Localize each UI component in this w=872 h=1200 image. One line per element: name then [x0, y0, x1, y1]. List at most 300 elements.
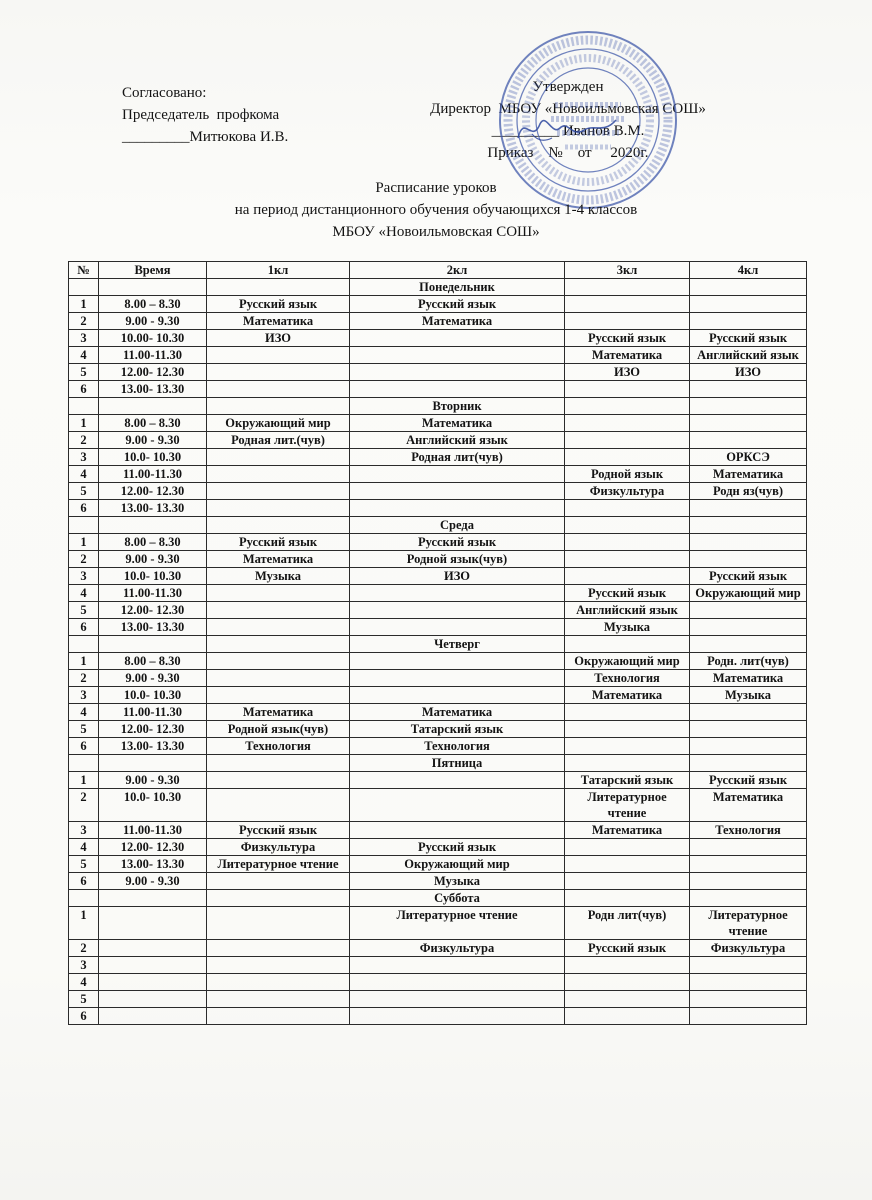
schedule-cell [350, 670, 565, 687]
schedule-cell [565, 432, 690, 449]
schedule-cell: 8.00 – 8.30 [99, 534, 207, 551]
schedule-cell: 6 [69, 381, 99, 398]
schedule-cell [99, 991, 207, 1008]
schedule-cell [565, 517, 690, 534]
day-row [69, 517, 807, 534]
lesson-row [69, 500, 807, 517]
schedule-cell [690, 279, 807, 296]
schedule-cell [207, 772, 350, 789]
column-header-grade4: 4кл [690, 262, 807, 279]
schedule-cell [690, 398, 807, 415]
lesson-row [69, 466, 807, 483]
day-row [69, 890, 807, 907]
schedule-cell: 11.00-11.30 [99, 822, 207, 839]
schedule-cell [99, 755, 207, 772]
schedule-cell [207, 687, 350, 704]
schedule-cell [690, 636, 807, 653]
schedule-cell [69, 279, 99, 296]
schedule-cell: Музыка [350, 873, 565, 890]
column-header-grade2: 2кл [350, 262, 565, 279]
title-line-1: Расписание уроков [375, 180, 497, 196]
schedule-cell [350, 585, 565, 602]
schedule-cell [565, 839, 690, 856]
schedule-cell [565, 738, 690, 755]
schedule-cell: 9.00 - 9.30 [99, 670, 207, 687]
day-row [69, 755, 807, 772]
schedule-cell: ИЗО [565, 364, 690, 381]
schedule-cell: Математика [350, 415, 565, 432]
schedule-cell [207, 890, 350, 907]
schedule-cell: Математика [350, 704, 565, 721]
schedule-cell [350, 602, 565, 619]
schedule-cell [350, 822, 565, 839]
schedule-cell: Русский язык [565, 330, 690, 347]
schedule-cell [350, 466, 565, 483]
schedule-cell [99, 636, 207, 653]
schedule-cell [350, 687, 565, 704]
approval-right-line: _________ Иванов В.М. [491, 123, 645, 139]
schedule-cell [690, 957, 807, 974]
lesson-row [69, 772, 807, 789]
approval-right-line: Приказ № от 2020г. [487, 145, 649, 161]
schedule-cell: Окружающий мир [350, 856, 565, 873]
schedule-cell [565, 974, 690, 991]
schedule-cell [690, 974, 807, 991]
schedule-cell [690, 432, 807, 449]
lesson-row [69, 670, 807, 687]
schedule-cell: 12.00- 12.30 [99, 602, 207, 619]
schedule-cell: Русский язык [690, 330, 807, 347]
schedule-cell [99, 890, 207, 907]
schedule-cell: 10.0- 10.30 [99, 568, 207, 585]
schedule-cell: Русский язык [207, 822, 350, 839]
day-label: Среда [350, 517, 565, 534]
lesson-row [69, 432, 807, 449]
schedule-cell [690, 873, 807, 890]
lesson-row [69, 822, 807, 839]
schedule-cell: 13.00- 13.30 [99, 500, 207, 517]
schedule-cell: Литературное чтение [350, 907, 565, 940]
schedule-cell [207, 517, 350, 534]
schedule-cell [690, 534, 807, 551]
schedule-cell: 6 [69, 873, 99, 890]
schedule-cell: 10.0- 10.30 [99, 449, 207, 466]
schedule-cell: Татарский язык [565, 772, 690, 789]
schedule-cell: 2 [69, 789, 99, 822]
lesson-row [69, 940, 807, 957]
lesson-row [69, 602, 807, 619]
schedule-cell: 5 [69, 364, 99, 381]
column-header-number: № [69, 262, 99, 279]
schedule-cell: Родной язык(чув) [350, 551, 565, 568]
schedule-cell: 3 [69, 822, 99, 839]
schedule-cell: 13.00- 13.30 [99, 619, 207, 636]
approval-left-line: Согласовано: [122, 85, 207, 101]
schedule-cell: Музыка [690, 687, 807, 704]
schedule-cell [207, 873, 350, 890]
schedule-cell [350, 381, 565, 398]
day-row [69, 398, 807, 415]
day-label: Понедельник [350, 279, 565, 296]
schedule-cell [690, 517, 807, 534]
schedule-cell [207, 974, 350, 991]
schedule-cell: Литературное чтение [565, 789, 690, 822]
lesson-row [69, 721, 807, 738]
schedule-cell [207, 466, 350, 483]
schedule-cell: 2 [69, 670, 99, 687]
lesson-row [69, 907, 807, 940]
schedule-cell: Физкультура [350, 940, 565, 957]
schedule-cell [565, 534, 690, 551]
schedule-cell: 1 [69, 772, 99, 789]
schedule-cell [207, 1008, 350, 1025]
schedule-cell: 4 [69, 974, 99, 991]
schedule-cell: Физкультура [565, 483, 690, 500]
schedule-cell: Английский язык [690, 347, 807, 364]
schedule-cell [207, 483, 350, 500]
schedule-cell: 1 [69, 653, 99, 670]
schedule-cell [207, 636, 350, 653]
schedule-cell [350, 974, 565, 991]
schedule-cell: 1 [69, 415, 99, 432]
schedule-cell [565, 381, 690, 398]
schedule-cell [690, 1008, 807, 1025]
schedule-cell [565, 873, 690, 890]
schedule-cell: 5 [69, 602, 99, 619]
schedule-cell: 9.00 - 9.30 [99, 313, 207, 330]
schedule-cell [207, 653, 350, 670]
schedule-cell: Математика [350, 313, 565, 330]
schedule-cell [99, 957, 207, 974]
schedule-cell [207, 991, 350, 1008]
schedule-cell [99, 940, 207, 957]
schedule-cell [207, 585, 350, 602]
lesson-row [69, 347, 807, 364]
schedule-cell: 13.00- 13.30 [99, 856, 207, 873]
schedule-cell: Окружающий мир [207, 415, 350, 432]
schedule-cell [69, 755, 99, 772]
schedule-cell: 10.0- 10.30 [99, 687, 207, 704]
schedule-cell [207, 500, 350, 517]
lesson-row [69, 585, 807, 602]
schedule-cell: Русский язык [690, 772, 807, 789]
schedule-cell: Технология [565, 670, 690, 687]
schedule-cell [207, 347, 350, 364]
schedule-cell [207, 449, 350, 466]
schedule-cell [99, 517, 207, 534]
column-header-grade3: 3кл [565, 262, 690, 279]
schedule-cell [690, 602, 807, 619]
schedule-cell [690, 755, 807, 772]
schedule-cell: 5 [69, 483, 99, 500]
schedule-cell [350, 500, 565, 517]
document-title [0, 177, 872, 243]
schedule-cell: 2 [69, 313, 99, 330]
title-line-2: на период дистанционного обучения обучающихся 1-4 классов [234, 202, 638, 218]
schedule-cell [99, 398, 207, 415]
schedule-cell: Родная лит(чув) [350, 449, 565, 466]
schedule-cell: ИЗО [690, 364, 807, 381]
schedule-cell: Русский язык [350, 296, 565, 313]
schedule-cell: 4 [69, 839, 99, 856]
schedule-cell [565, 721, 690, 738]
schedule-cell: 6 [69, 619, 99, 636]
schedule-cell [690, 738, 807, 755]
schedule-cell [69, 398, 99, 415]
schedule-cell: Английский язык [350, 432, 565, 449]
schedule-cell [565, 296, 690, 313]
schedule-cell: 11.00-11.30 [99, 466, 207, 483]
schedule-cell: Русский язык [565, 940, 690, 957]
schedule-cell [207, 364, 350, 381]
approval-left-line: _________Митюкова И.В. [122, 129, 289, 145]
schedule-cell: Математика [565, 347, 690, 364]
lesson-row [69, 856, 807, 873]
day-label: Четверг [350, 636, 565, 653]
lesson-row [69, 957, 807, 974]
schedule-cell [690, 415, 807, 432]
lesson-row [69, 534, 807, 551]
schedule-cell: 4 [69, 704, 99, 721]
approval-block-left [122, 82, 288, 148]
schedule-cell [565, 1008, 690, 1025]
schedule-cell [207, 755, 350, 772]
schedule-cell [565, 856, 690, 873]
schedule-cell: Родной язык [565, 466, 690, 483]
schedule-cell [350, 789, 565, 822]
approval-right-line: Утвержден [532, 79, 604, 95]
schedule-cell: 4 [69, 585, 99, 602]
schedule-cell: 4 [69, 466, 99, 483]
schedule-cell: Музыка [565, 619, 690, 636]
schedule-cell [350, 347, 565, 364]
schedule-cell: ИЗО [350, 568, 565, 585]
schedule-cell: Математика [565, 822, 690, 839]
schedule-cell: 11.00-11.30 [99, 585, 207, 602]
lesson-row [69, 687, 807, 704]
lesson-row [69, 415, 807, 432]
schedule-cell: 3 [69, 330, 99, 347]
schedule-cell [350, 1008, 565, 1025]
schedule-cell: Родн лит(чув) [565, 907, 690, 940]
schedule-cell: Русский язык [350, 839, 565, 856]
schedule-cell [350, 653, 565, 670]
schedule-cell [565, 415, 690, 432]
lesson-row [69, 364, 807, 381]
lesson-row [69, 619, 807, 636]
schedule-cell: 9.00 - 9.30 [99, 432, 207, 449]
schedule-cell: Окружающий мир [690, 585, 807, 602]
schedule-cell: Татарский язык [350, 721, 565, 738]
lesson-row [69, 551, 807, 568]
column-header-grade1: 1кл [207, 262, 350, 279]
schedule-cell [350, 991, 565, 1008]
schedule-cell: 9.00 - 9.30 [99, 772, 207, 789]
schedule-cell [565, 890, 690, 907]
schedule-cell: 3 [69, 957, 99, 974]
lesson-row [69, 330, 807, 347]
schedule-cell [350, 957, 565, 974]
schedule-cell [207, 957, 350, 974]
schedule-cell: Русский язык [565, 585, 690, 602]
lesson-row [69, 449, 807, 466]
schedule-cell [690, 991, 807, 1008]
schedule-cell: Родн. лит(чув) [690, 653, 807, 670]
schedule-cell: Математика [207, 551, 350, 568]
schedule-cell [99, 907, 207, 940]
schedule-cell: 5 [69, 991, 99, 1008]
schedule-cell: 12.00- 12.30 [99, 721, 207, 738]
schedule-cell [207, 670, 350, 687]
schedule-cell [690, 856, 807, 873]
schedule-cell: Родн яз(чув) [690, 483, 807, 500]
schedule-cell [690, 381, 807, 398]
schedule-cell: 13.00- 13.30 [99, 738, 207, 755]
day-label: Вторник [350, 398, 565, 415]
schedule-cell: 3 [69, 687, 99, 704]
schedule-cell: 8.00 – 8.30 [99, 415, 207, 432]
schedule-cell [690, 551, 807, 568]
schedule-cell [690, 890, 807, 907]
schedule-cell: 10.00- 10.30 [99, 330, 207, 347]
schedule-cell [565, 313, 690, 330]
schedule-cell [350, 364, 565, 381]
schedule-cell: Физкультура [207, 839, 350, 856]
title-line-3: МБОУ «Новоильмовская СОШ» [332, 224, 540, 240]
schedule-cell: Русский язык [690, 568, 807, 585]
schedule-cell: Музыка [207, 568, 350, 585]
lesson-row [69, 483, 807, 500]
schedule-cell [99, 974, 207, 991]
schedule-table-body [69, 279, 807, 1025]
schedule-cell [207, 398, 350, 415]
schedule-cell [207, 619, 350, 636]
schedule-cell: 2 [69, 432, 99, 449]
schedule-cell: Русский язык [350, 534, 565, 551]
schedule-cell: 12.00- 12.30 [99, 839, 207, 856]
day-row [69, 636, 807, 653]
schedule-cell [350, 330, 565, 347]
schedule-cell: 12.00- 12.30 [99, 364, 207, 381]
schedule-cell [350, 772, 565, 789]
schedule-cell [350, 483, 565, 500]
schedule-cell [690, 721, 807, 738]
approval-right-line: Директор МБОУ «Новоильмовская СОШ» [430, 101, 706, 117]
schedule-cell: Окружающий мир [565, 653, 690, 670]
lesson-row [69, 789, 807, 822]
lesson-row [69, 704, 807, 721]
schedule-cell: ИЗО [207, 330, 350, 347]
schedule-cell: Технология [350, 738, 565, 755]
schedule-cell: 2 [69, 551, 99, 568]
schedule-cell: 1 [69, 534, 99, 551]
schedule-cell [350, 619, 565, 636]
schedule-cell [690, 296, 807, 313]
schedule-cell: 12.00- 12.30 [99, 483, 207, 500]
schedule-cell: 6 [69, 738, 99, 755]
schedule-cell [690, 619, 807, 636]
day-label: Суббота [350, 890, 565, 907]
schedule-cell: 13.00- 13.30 [99, 381, 207, 398]
lesson-row [69, 381, 807, 398]
schedule-cell: Родной язык(чув) [207, 721, 350, 738]
lesson-row [69, 653, 807, 670]
schedule-cell [690, 500, 807, 517]
column-header-time: Время [99, 262, 207, 279]
schedule-cell [565, 551, 690, 568]
schedule-cell: Родная лит.(чув) [207, 432, 350, 449]
schedule-cell [565, 568, 690, 585]
schedule-cell: Русский язык [207, 296, 350, 313]
schedule-cell: 3 [69, 568, 99, 585]
table-header-row [69, 262, 807, 279]
schedule-cell [99, 279, 207, 296]
approval-block-right [398, 76, 738, 164]
schedule-cell: 9.00 - 9.30 [99, 873, 207, 890]
lesson-row [69, 738, 807, 755]
lesson-row [69, 568, 807, 585]
schedule-cell [207, 279, 350, 296]
schedule-cell: 1 [69, 907, 99, 940]
schedule-cell [565, 500, 690, 517]
schedule-cell: Технология [690, 822, 807, 839]
schedule-cell: 5 [69, 856, 99, 873]
schedule-cell [565, 991, 690, 1008]
schedule-cell [690, 313, 807, 330]
lesson-row [69, 974, 807, 991]
schedule-cell [207, 381, 350, 398]
schedule-cell: Русский язык [207, 534, 350, 551]
lesson-row [69, 839, 807, 856]
schedule-cell: 9.00 - 9.30 [99, 551, 207, 568]
lesson-row [69, 296, 807, 313]
schedule-cell: Литературное чтение [690, 907, 807, 940]
schedule-cell: Математика [207, 313, 350, 330]
schedule-cell [69, 636, 99, 653]
schedule-table [68, 261, 807, 1025]
schedule-cell: 8.00 – 8.30 [99, 653, 207, 670]
schedule-cell [565, 755, 690, 772]
schedule-cell [207, 940, 350, 957]
lesson-row [69, 1008, 807, 1025]
schedule-cell: 6 [69, 500, 99, 517]
lesson-row [69, 991, 807, 1008]
schedule-cell [207, 907, 350, 940]
schedule-cell [565, 279, 690, 296]
lesson-row [69, 313, 807, 330]
schedule-cell [565, 449, 690, 466]
schedule-cell [690, 704, 807, 721]
schedule-cell [99, 1008, 207, 1025]
schedule-cell: Английский язык [565, 602, 690, 619]
schedule-cell: Литературное чтение [207, 856, 350, 873]
schedule-cell [207, 602, 350, 619]
schedule-cell: 5 [69, 721, 99, 738]
schedule-cell: 1 [69, 296, 99, 313]
schedule-cell: Математика [207, 704, 350, 721]
schedule-cell [565, 957, 690, 974]
schedule-cell [690, 839, 807, 856]
schedule-cell [207, 789, 350, 822]
schedule-cell: 11.00-11.30 [99, 704, 207, 721]
schedule-cell: Математика [565, 687, 690, 704]
schedule-cell [565, 636, 690, 653]
schedule-cell: Математика [690, 670, 807, 687]
schedule-cell: 11.00-11.30 [99, 347, 207, 364]
day-label: Пятница [350, 755, 565, 772]
schedule-cell: 10.0- 10.30 [99, 789, 207, 822]
approval-left-line: Председатель профкома [122, 107, 280, 123]
